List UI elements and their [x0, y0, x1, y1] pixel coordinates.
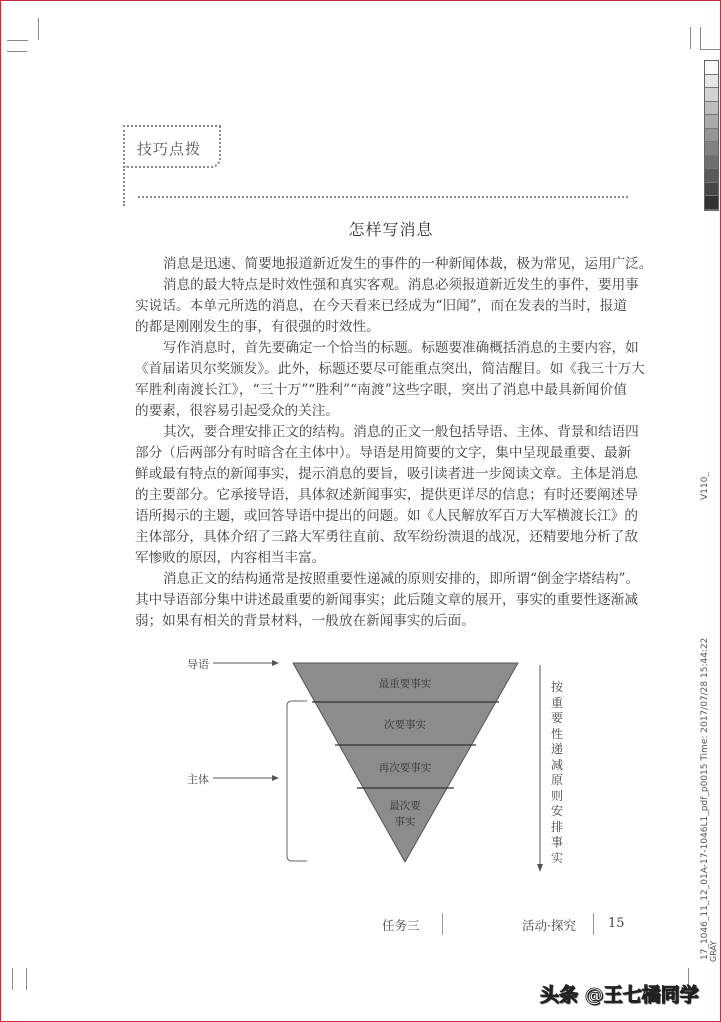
paragraph-line: 写作消息时，首先要确定一个恰当的标题。标题要准确概括消息的主要内容，如	[163, 340, 639, 356]
arrow-head	[537, 864, 543, 872]
paragraph-line: 的都是刚刚发生的事，有很强的时效性。	[135, 319, 380, 335]
paragraph-line: 鲜或最有特点的新闻事实，提示消息的要旨，吸引读者进一步阅读文章。主体是消息	[135, 466, 638, 482]
page-number: 15	[608, 916, 625, 931]
side-note: 按重要性递减原则安排事实	[550, 680, 563, 865]
body-bracket	[287, 701, 307, 861]
paragraph-line: 《首届诺贝尔奖颁发》。此外，标题还要尽可能重点突出，简洁醒目。如《我三十万大	[135, 361, 645, 377]
paragraph-line: 主体部分，具体介绍了三路大军勇往直前、敌军纷纷溃退的战况，还精要地分析了敌	[135, 529, 638, 545]
paragraph-line: 的主要部分。它承接导语，具体叙述新闻事实，提供更详尽的信息；有时还要阐述导	[135, 487, 638, 503]
footer-separator	[593, 913, 594, 935]
paragraph-line: 其次，要合理安排正文的结构。消息的正文一般包括导语、主体、背景和结语四	[163, 424, 639, 440]
article-title: 怎样写消息	[348, 220, 434, 239]
footer-separator	[442, 913, 443, 935]
paragraph-line: 消息的最大特点是时效性强和真实客观。消息必须报道新近发生的事件，要用事	[163, 277, 639, 293]
label-body: 主体	[187, 773, 209, 786]
layer-most-important: 最重要事实	[378, 678, 432, 690]
paragraph-line: 军胜利南渡长江》，“三十万”“胜利”“南渡”这些字眼，突出了消息中最具新闻价值	[135, 382, 627, 398]
layer-least-important: 最次要	[389, 800, 421, 812]
footer-task: 任务三	[382, 918, 420, 933]
paragraph-line: 实说话。本单元所选的消息，在今天看来已经成为“旧闻”，而在发表的当时，报道	[135, 298, 627, 314]
arrow-head	[272, 775, 279, 781]
paragraph-line: 的要素，很容易引起受众的关注。	[135, 403, 339, 419]
layer-secondary: 次要事实	[384, 719, 426, 731]
paragraph-line: 部分（后两部分有时暗含在主体中）。导语是用简要的文字，集中呈现最重要、最新	[135, 445, 632, 461]
watermark: 头条 @王七橘同学	[540, 984, 699, 1006]
paragraph-line: 军惨败的原因，内容相当丰富。	[135, 550, 326, 566]
paragraph-line: 消息是迅速、简要地报道新近发生的事件的一种新闻体裁，极为常见，运用广泛。	[163, 256, 653, 272]
footer-section: 活动·探究	[522, 918, 576, 933]
section-header-label: 技巧点拨	[137, 140, 202, 158]
paragraph-line: 语所揭示的主题，或回答导语中提出的问题。如《人民解放军百万大军横渡长江》的	[135, 508, 638, 524]
layer-least-important-2: 事实	[394, 816, 416, 828]
layer-tertiary: 再次要事实	[378, 762, 432, 774]
print-job-info: 17_1046_11_12_01A-17-1046L1_pdf_p0015 Time: 2017/07/28 15:44:22	[700, 637, 710, 960]
print-version: V110_	[700, 472, 710, 500]
arrow-head	[272, 660, 279, 666]
print-color-mode: GRAY	[709, 940, 718, 962]
paragraph-line: 其中导语部分集中讲述最重要的新闻事实；此后随文章的展开，事实的重要性逐渐减	[135, 592, 638, 608]
label-lead: 导语	[187, 658, 209, 671]
paragraph-line: 弱；如果有相关的背景材料，一般放在新闻事实的后面。	[135, 613, 475, 629]
paragraph-line: 消息正文的结构通常是按照重要性递减的原则安排的，即所谓“倒金字塔结构”。	[163, 571, 640, 587]
